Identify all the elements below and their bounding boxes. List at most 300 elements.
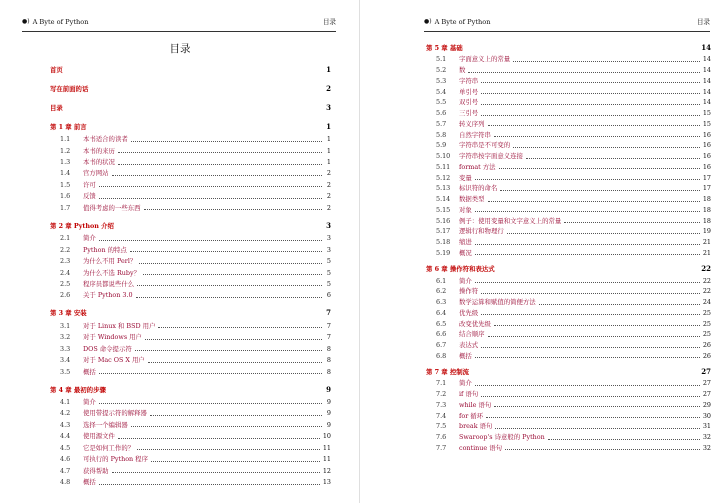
toc-entry-number: 1.6: [60, 192, 71, 201]
book-title-header: [424, 18, 490, 26]
toc-dot-leader: [494, 321, 700, 326]
toc-page-number: 9: [326, 420, 331, 429]
toc-section-entry[interactable]: [426, 298, 711, 306]
toc-chapter-entry[interactable]: [426, 368, 711, 376]
toc-entry-label: 它是如何工作的？: [83, 443, 135, 452]
python-logo-icon: ●): [22, 18, 30, 25]
toc-chapter-entry[interactable]: [426, 265, 711, 273]
toc-entry-label: 结合顺序: [459, 330, 485, 339]
toc-dot-leader: [475, 175, 700, 180]
toc-entry-label: Swaroop's 诗意般的 Python: [459, 433, 545, 442]
toc-entry-number: 4.5: [60, 443, 71, 452]
toc-dot-leader: [468, 68, 699, 73]
toc-dot-leader: [112, 171, 322, 176]
toc-page-number: 2: [326, 169, 331, 178]
toc-section-entry[interactable]: [426, 152, 711, 160]
toc-page-number: 2: [326, 83, 331, 93]
toc-entry-number: 7.3: [436, 400, 447, 409]
toc-section-entry[interactable]: [50, 455, 331, 463]
toc-dot-leader: [481, 289, 700, 294]
toc-dot-leader: [137, 281, 322, 286]
toc-page-number: 22: [702, 276, 711, 285]
toc-section-entry[interactable]: [426, 120, 711, 128]
toc-section-entry[interactable]: [50, 204, 331, 212]
toc-section-entry[interactable]: [426, 227, 711, 235]
toc-dot-leader: [99, 182, 322, 187]
toc-entry-label: Python 的特点: [83, 245, 127, 254]
toc-section-entry[interactable]: [426, 341, 711, 349]
toc-section-entry[interactable]: [426, 444, 711, 452]
toc-page-number: 18: [702, 195, 711, 204]
toc-dot-leader: [137, 445, 320, 450]
toc-entry-label: 简介: [459, 379, 472, 388]
toc-entry-number: 4.3: [60, 420, 71, 429]
toc-entry-label: 操作符: [459, 287, 479, 296]
toc-entry-label: 反馈: [83, 192, 96, 201]
toc-entry-number: 1.1: [60, 135, 71, 144]
toc-page-number: 14: [702, 66, 711, 75]
toc-entry-label: 对于 Windows 用户: [83, 333, 142, 342]
toc-dot-leader: [148, 358, 322, 363]
toc-entry-number: 1.7: [60, 203, 71, 212]
toc-dot-leader: [495, 424, 699, 429]
toc-dot-leader: [548, 435, 700, 440]
toc-dot-leader: [513, 57, 700, 62]
toc-entry-label: if 语句: [459, 390, 479, 399]
toc-dot-leader: [158, 323, 322, 328]
toc-dot-leader: [475, 207, 700, 212]
toc-entry-number: 1.5: [60, 180, 71, 189]
toc-entry-label: DOS 命令提示符: [83, 344, 132, 353]
toc-entry-number: 4.6: [60, 455, 71, 464]
toc-entry-label: 缩进: [459, 238, 472, 247]
toc-page-number: 3: [326, 102, 331, 112]
toc-entry-label: 第 1 章 前言: [50, 122, 87, 131]
toc-entry-label: 第 6 章 操作符和表达式: [426, 265, 495, 274]
toc-section-entry[interactable]: [50, 432, 331, 440]
toc-dot-leader: [91, 86, 322, 91]
toc-section-entry[interactable]: [50, 409, 331, 417]
toc-section-entry[interactable]: [426, 412, 711, 420]
header-section: 目录: [696, 18, 710, 26]
toc-page-number: 7: [326, 308, 331, 318]
toc-dot-leader: [118, 148, 322, 153]
toc-section-entry[interactable]: [426, 352, 711, 360]
toc-entry-number: 3.1: [60, 321, 71, 330]
toc-entry-number: 5.11: [436, 162, 451, 171]
toc-chapter-entry[interactable]: [50, 309, 331, 317]
toc-entry-number: 5.1: [436, 55, 447, 64]
toc-dot-leader: [513, 143, 700, 148]
toc-dot-leader: [481, 111, 700, 116]
toc-entry-number: 3.4: [60, 356, 71, 365]
toc-section-entry[interactable]: [50, 322, 331, 330]
toc-entry-number: 6.2: [436, 287, 447, 296]
toc-dot-leader: [99, 369, 322, 374]
toc-page-number: 21: [702, 238, 711, 247]
toc-entry-number: 2.2: [60, 245, 71, 254]
toc-section-entry[interactable]: [50, 257, 331, 265]
toc-page-number: 26: [702, 351, 711, 360]
toc-entry-label: 对于 Linux 和 BSD 用户: [83, 321, 156, 330]
toc-entry-label: 单引号: [459, 87, 479, 96]
toc-section-entry[interactable]: [426, 109, 711, 117]
toc-entry-label: 许可: [83, 180, 96, 189]
toc-dot-leader: [144, 205, 322, 210]
toc-dot-leader: [118, 434, 320, 439]
toc-entry-label: 字面意义上的常量: [459, 55, 511, 64]
toc-entry-label: 转义序列: [459, 119, 485, 128]
toc-entry-label: 标识符的命名: [459, 184, 498, 193]
toc-page-number: 25: [702, 319, 711, 328]
toc-section-entry[interactable]: [50, 269, 331, 277]
toc-section-entry[interactable]: [426, 249, 711, 257]
toc-entry-number: 5.9: [436, 141, 447, 150]
toc-page-number: 22: [702, 287, 711, 296]
toc-dot-leader: [472, 370, 698, 375]
toc-entry-number: 5.4: [436, 87, 447, 96]
toc-entry-label: 选择一个编辑器: [83, 420, 128, 429]
toc-dot-leader: [564, 218, 700, 223]
toc-section-entry[interactable]: [50, 158, 331, 166]
toc-chapter-entry[interactable]: [50, 85, 331, 93]
toc-entry-number: 5.2: [436, 66, 447, 75]
toc-page-number: 8: [326, 344, 331, 353]
toc-entry-number: 6.4: [436, 308, 447, 317]
toc-dot-leader: [145, 335, 322, 340]
toc-dot-leader: [150, 411, 322, 416]
toc-section-entry[interactable]: [426, 330, 711, 338]
toc-dot-leader: [481, 310, 700, 315]
toc-page-number: 15: [702, 119, 711, 128]
toc-section-entry[interactable]: [426, 422, 711, 430]
toc-page-number: 19: [702, 227, 711, 236]
toc-page-number: 12: [322, 466, 331, 475]
toc-page-number: 3: [326, 234, 331, 243]
toc-entry-number: 7.7: [436, 443, 447, 452]
toc-entry-label: 使用带提示符的解释器: [83, 409, 147, 418]
toc-page-number: 8: [326, 367, 331, 376]
toc-entry-number: 5.7: [436, 119, 447, 128]
toc-entry-label: 获得帮助: [83, 466, 109, 475]
toc-section-entry[interactable]: [50, 181, 331, 189]
toc-page-number: 32: [702, 443, 711, 452]
toc-entry-number: 5.14: [436, 195, 451, 204]
toc-dot-leader: [539, 300, 700, 305]
toc-dot-leader: [136, 293, 322, 298]
toc-entry-label: 数学运算和赋值的简便方法: [459, 298, 536, 307]
toc-entry-number: 5.12: [436, 173, 451, 182]
toc-page-number: 5: [326, 279, 331, 288]
toc-dot-leader: [131, 137, 322, 142]
toc-section-entry[interactable]: [50, 234, 331, 242]
toc-page-number: 14: [702, 98, 711, 107]
toc-entry-number: 5.18: [436, 238, 451, 247]
toc-entry-number: 2.6: [60, 291, 71, 300]
toc-page-number: 8: [326, 356, 331, 365]
toc-dot-leader: [118, 160, 322, 165]
toc-dot-leader: [498, 267, 699, 272]
toc-dot-leader: [466, 46, 699, 51]
toc-section-entry[interactable]: [50, 169, 331, 177]
toc-section-entry[interactable]: [426, 66, 711, 74]
toc-entry-label: 对象: [459, 205, 472, 214]
toc-section-entry[interactable]: [50, 398, 331, 406]
toc-section-entry[interactable]: [426, 287, 711, 295]
toc-entry-number: 6.5: [436, 319, 447, 328]
toc-entry-label: format 方法: [459, 162, 496, 171]
toc-section-entry[interactable]: [426, 163, 711, 171]
toc-page-number: 29: [702, 400, 711, 409]
toc-entry-label: 本书的状况: [83, 158, 115, 166]
toc-section-entry[interactable]: [50, 246, 331, 254]
toc-entry-label: 使用源文件: [83, 432, 115, 441]
toc-entry-number: 5.5: [436, 98, 447, 107]
toc-section-entry[interactable]: [50, 368, 331, 376]
toc-page-number: 1: [326, 135, 331, 144]
toc-dot-leader: [66, 68, 322, 73]
book-title: A Byte of Python: [32, 18, 89, 26]
toc-entry-number: 6.7: [436, 341, 447, 350]
toc-page-number: 2: [326, 192, 331, 201]
toc-section-entry[interactable]: [426, 98, 711, 106]
toc-section-entry[interactable]: [426, 174, 711, 182]
toc-entry-number: 7.4: [436, 411, 447, 420]
toc-entry-label: 为什么不选 Ruby？: [83, 268, 141, 277]
toc-page-number: 5: [326, 257, 331, 266]
toc-entry-label: 官方网站: [83, 169, 109, 178]
toc-section-entry[interactable]: [50, 135, 331, 143]
toc-page-number: 17: [702, 173, 711, 182]
toc-entry-number: 5.19: [436, 248, 451, 257]
toc-entry-number: 4.7: [60, 466, 71, 475]
toc-page-number: 15: [702, 109, 711, 118]
toc-dot-leader: [475, 381, 700, 386]
toc-section-entry[interactable]: [50, 478, 331, 486]
toc-entry-label: 概括: [83, 367, 96, 376]
toc-entry-number: 1.3: [60, 158, 71, 166]
toc-page-number: 25: [702, 308, 711, 317]
toc-entry-number: 7.1: [436, 379, 447, 388]
toc-dot-leader: [507, 229, 700, 234]
toc-entry-number: 5.10: [436, 152, 451, 161]
toc-section-entry[interactable]: [50, 147, 331, 155]
python-logo-icon: ●): [424, 18, 432, 25]
toc-entry-label: 首页: [50, 66, 63, 74]
toc-entry-label: 简介: [83, 397, 96, 406]
toc-dot-leader: [526, 154, 700, 159]
toc-chapter-entry[interactable]: [50, 104, 331, 112]
toc-section-entry[interactable]: [426, 217, 711, 225]
toc-entry-number: 3.5: [60, 367, 71, 376]
toc-page-number: 7: [326, 321, 331, 330]
toc-section-entry[interactable]: [426, 88, 711, 96]
toc-entry-label: 概况: [459, 248, 472, 257]
toc-dot-leader: [109, 387, 322, 392]
toc-page-number: 26: [702, 341, 711, 350]
toc-entry-number: 1.4: [60, 169, 71, 178]
toc-section-entry[interactable]: [426, 320, 711, 328]
toc-entry-label: 优先级: [459, 308, 479, 317]
toc-entry-label: 为什么不用 Perl？: [83, 257, 137, 266]
book-title: A Byte of Python: [434, 18, 491, 26]
toc-section-entry[interactable]: [426, 379, 711, 387]
toc-page-number: 30: [702, 411, 711, 420]
toc-page-number: 27: [702, 390, 711, 399]
toc-entry-label: 数: [459, 66, 466, 75]
toc-page-number: 1: [326, 65, 331, 74]
toc-chapter-entry[interactable]: [50, 222, 331, 230]
toc-section-entry[interactable]: [50, 280, 331, 288]
toc-page-number: 21: [702, 248, 711, 257]
toc-page-number: 14: [702, 87, 711, 96]
toc-entry-label: 自然字符串: [459, 130, 491, 139]
toc-section-entry[interactable]: [426, 401, 711, 409]
toc-chapter-entry[interactable]: [426, 44, 711, 52]
toc-entry-number: 5.6: [436, 109, 447, 118]
toc-entry-label: 逻辑行和物理行: [459, 227, 504, 236]
toc-page-number: 9: [326, 409, 331, 418]
toc-dot-leader: [151, 457, 320, 462]
toc-entry-label: 字符串按字面意义连接: [459, 152, 523, 161]
toc-entry-number: 4.8: [60, 478, 71, 487]
toc-chapter-entry[interactable]: [50, 66, 331, 74]
toc-page-number: 18: [702, 216, 711, 225]
toc-dot-leader: [481, 343, 700, 348]
toc-dot-leader: [135, 346, 322, 351]
toc-page-number: 25: [702, 330, 711, 339]
toc-entry-label: while 语句: [459, 400, 492, 409]
toc-entry-number: 5.15: [436, 205, 451, 214]
toc-entry-label: 可执行的 Python 程序: [83, 455, 148, 464]
toc-entry-number: 7.2: [436, 390, 447, 399]
toc-entry-number: 6.3: [436, 298, 447, 307]
toc-entry-label: 写在前面的话: [50, 84, 89, 93]
toc-chapter-entry[interactable]: [50, 386, 331, 394]
toc-entry-label: 值得考虑的一些东西: [83, 203, 141, 212]
toc-page-number: 27: [702, 379, 711, 388]
toc-section-entry[interactable]: [426, 277, 711, 285]
toc-entry-number: 6.8: [436, 351, 447, 360]
toc-dot-leader: [488, 197, 700, 202]
toc-page-number: 18: [702, 205, 711, 214]
right-page: [360, 0, 720, 503]
toc-section-entry[interactable]: [426, 184, 711, 192]
toc-entry-label: 字符串是不可变的: [459, 141, 511, 150]
toc-chapter-entry[interactable]: [50, 123, 331, 131]
toc-page-number: 1: [326, 146, 331, 155]
toc-section-entry[interactable]: [50, 467, 331, 475]
toc-entry-number: 6.1: [436, 276, 447, 285]
toc-dot-leader: [143, 270, 322, 275]
toc-entry-number: 7.6: [436, 433, 447, 442]
toc-section-entry[interactable]: [50, 356, 331, 364]
toc-entry-label: 概括: [83, 478, 96, 487]
toc-page-number: 17: [702, 184, 711, 193]
running-header: [22, 18, 336, 32]
toc-page-number: 9: [326, 384, 331, 394]
toc-entry-number: 5.3: [436, 76, 447, 85]
toc-page-number: 1: [326, 121, 331, 131]
toc-dot-leader: [488, 332, 700, 337]
toc-entry-number: 1.2: [60, 146, 71, 155]
toc-dot-leader: [99, 480, 320, 485]
toc-section-entry[interactable]: [50, 444, 331, 452]
toc-entry-label: 第 5 章 基础: [426, 44, 463, 52]
toc-dot-leader: [500, 186, 700, 191]
toc-dot-leader: [90, 311, 322, 316]
toc-dot-leader: [481, 100, 700, 105]
toc-entry-label: 程序员都说些什么: [83, 279, 135, 288]
toc-entry-label: 第 3 章 安装: [50, 309, 87, 318]
toc-dot-leader: [475, 278, 700, 283]
toc-section-entry[interactable]: [426, 195, 711, 203]
toc-page-number: 27: [701, 367, 711, 377]
toc-section-entry[interactable]: [426, 141, 711, 149]
toc-section-entry[interactable]: [50, 333, 331, 341]
toc-entry-label: continue 语句: [459, 443, 502, 452]
toc-entry-number: 5.16: [436, 216, 451, 225]
toc-section-entry[interactable]: [50, 421, 331, 429]
toc-entry-label: 第 4 章 最初的步骤: [50, 385, 106, 394]
toc-section-entry[interactable]: [426, 309, 711, 317]
header-section: 目录: [322, 18, 336, 26]
toc-page-number: 1: [326, 158, 331, 166]
toc-section-entry[interactable]: [50, 345, 331, 353]
toc-entry-number: 5.17: [436, 227, 451, 236]
toc-dot-leader: [494, 132, 700, 137]
toc-section-entry[interactable]: [50, 291, 331, 299]
toc-dot-leader: [505, 445, 700, 450]
toc-entry-number: 2.5: [60, 279, 71, 288]
toc-page-number: 13: [322, 478, 331, 487]
toc-page-number: 22: [701, 264, 711, 274]
toc-entry-label: 关于 Python 3.0: [83, 291, 133, 300]
toc-page-number: 10: [322, 432, 331, 441]
toc-page-number: 3: [326, 220, 331, 230]
toc-entry-label: 简介: [459, 276, 472, 285]
toc-entry-number: 2.1: [60, 234, 71, 243]
toc-entry-label: 简介: [83, 234, 96, 243]
toc-dot-leader: [99, 236, 322, 241]
toc-page-number: 5: [326, 268, 331, 277]
toc-page-number: 2: [326, 203, 331, 212]
toc-dot-leader: [99, 194, 322, 199]
toc-page-number: 11: [322, 443, 331, 452]
toc-dot-leader: [90, 124, 322, 129]
toc-section-entry[interactable]: [426, 390, 711, 398]
toc-page-number: 6: [326, 291, 331, 300]
toc-page-number: 9: [326, 397, 331, 406]
toc-dot-leader: [499, 164, 700, 169]
toc-entry-label: 第 7 章 控制流: [426, 368, 470, 377]
toc-dot-leader: [481, 89, 700, 94]
toc-section-entry[interactable]: [426, 77, 711, 85]
toc-page-number: 14: [701, 43, 711, 52]
toc-page-number: 3: [326, 245, 331, 254]
toc-title: 目录: [169, 43, 191, 55]
toc-section-entry[interactable]: [426, 55, 711, 63]
toc-dot-leader: [99, 399, 322, 404]
toc-dot-leader: [486, 413, 700, 418]
toc-section-entry[interactable]: [50, 192, 331, 200]
toc-entry-number: 5.13: [436, 184, 451, 193]
toc-section-entry[interactable]: [426, 131, 711, 139]
toc-entry-label: 字符串: [459, 76, 479, 85]
toc-section-entry[interactable]: [426, 206, 711, 214]
toc-section-entry[interactable]: [426, 433, 711, 441]
toc-section-entry[interactable]: [426, 238, 711, 246]
